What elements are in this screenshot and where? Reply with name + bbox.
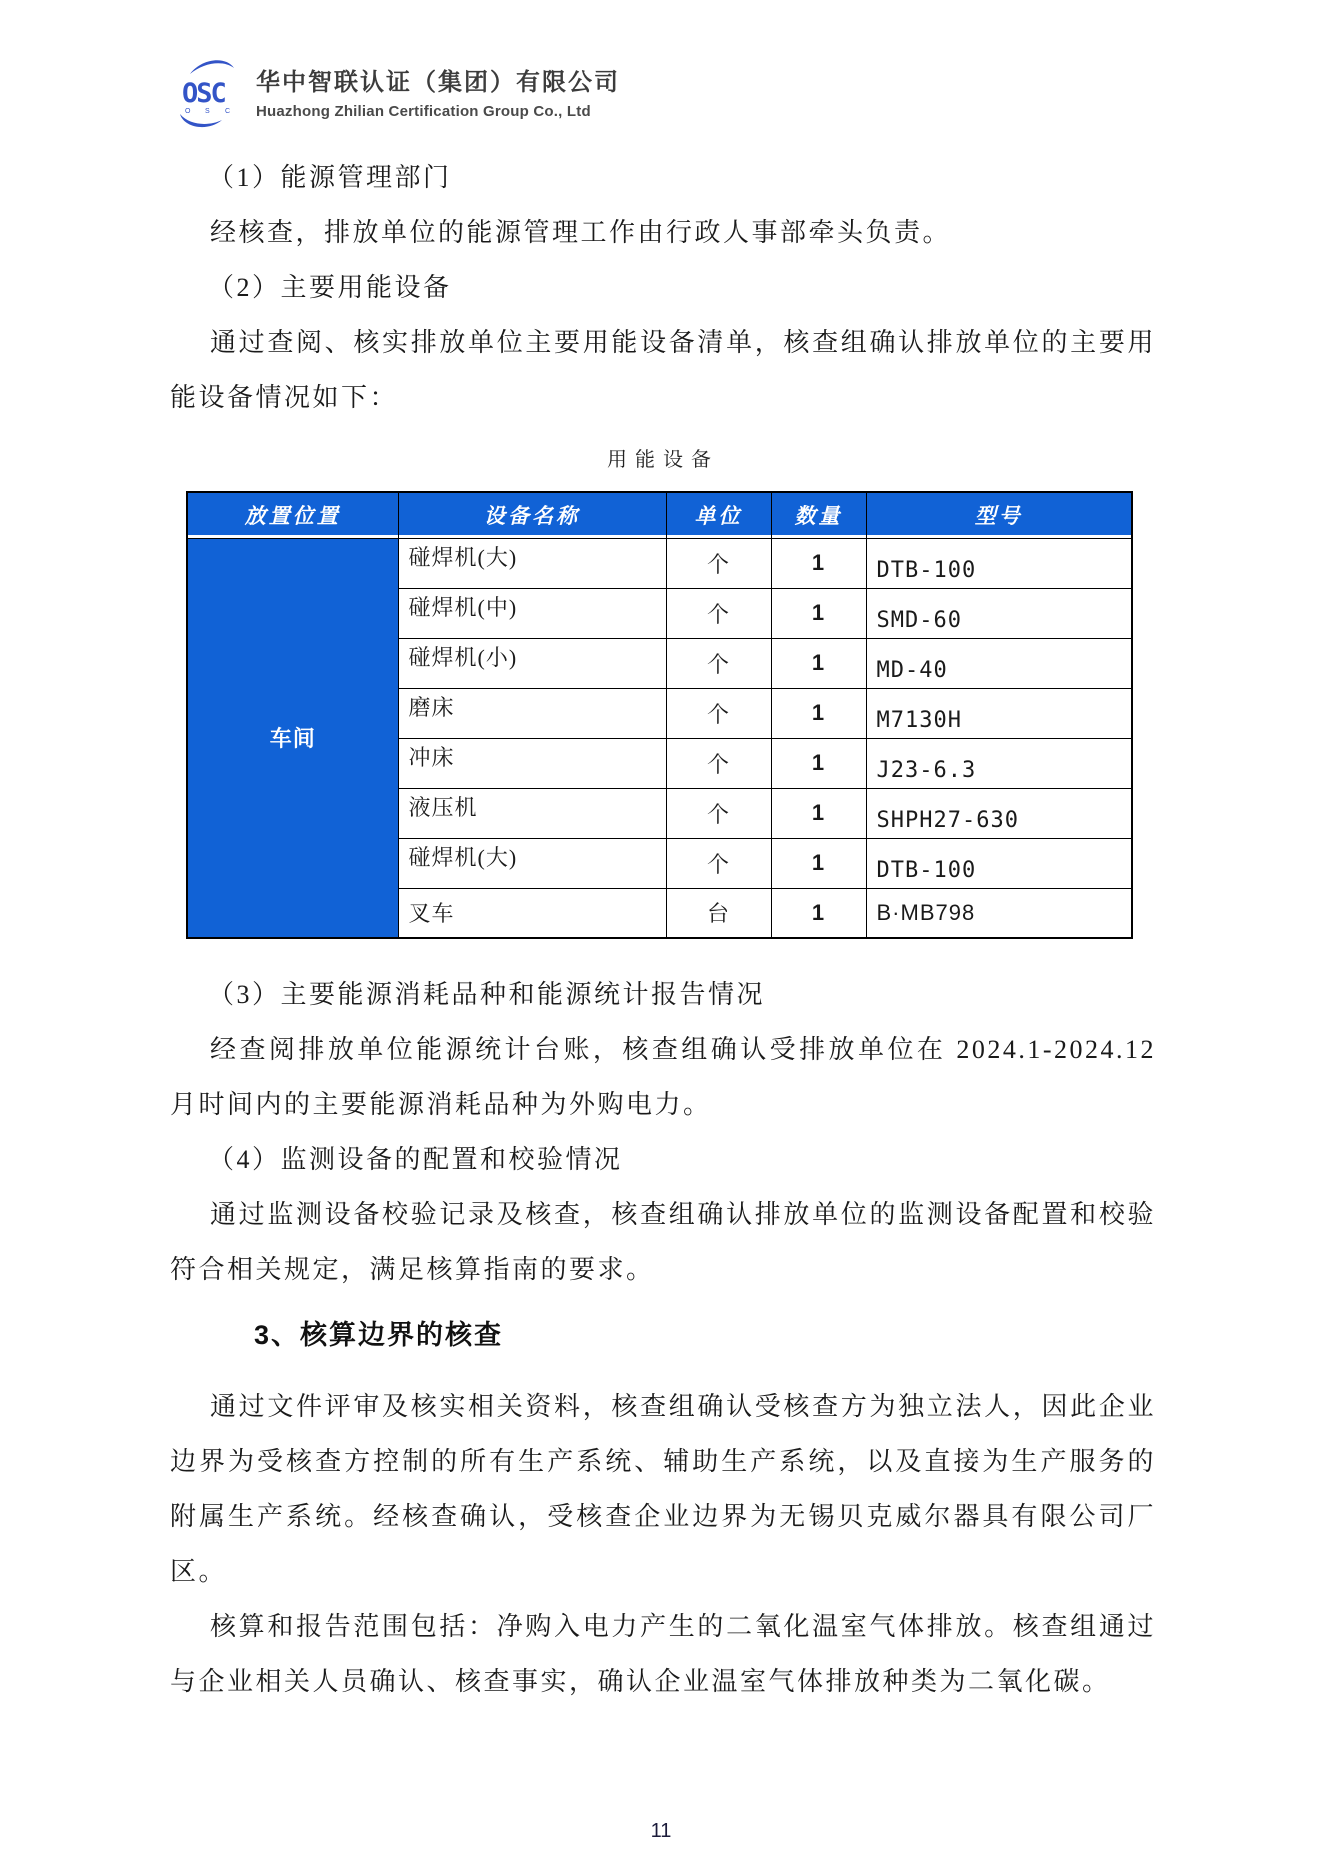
item-2-title: （2）主要用能设备 bbox=[208, 273, 452, 302]
device-unit: 个 bbox=[666, 788, 771, 838]
device-qty: 1 bbox=[771, 588, 866, 638]
item-1-text: 经核查，排放单位的能源管理工作由行政人事部牵头负责。 bbox=[210, 218, 952, 247]
device-unit: 个 bbox=[666, 588, 771, 638]
section-3-paragraph-1: 通过文件评审及核实相关资料，核查组确认受核查方为独立法人，因此企业边界为受核查方控制的所有生产系统、辅助生产系统，以及直接为生产服务的附属生产系统。经核查确认，受核查企业边界为无锡贝克威尔器具有限公司厂区。 bbox=[170, 1392, 1156, 1586]
device-qty: 1 bbox=[771, 738, 866, 788]
item-4-text: 通过监测设备校验记录及核查，核查组确认排放单位的监测设备配置和校验符合相关规定，满足核算指南的要求。 bbox=[170, 1200, 1156, 1284]
energy-equipment-table bbox=[186, 491, 1133, 939]
device-qty: 1 bbox=[771, 838, 866, 888]
col-header-unit: 单位 bbox=[666, 492, 771, 538]
svg-text:OSC: OSC bbox=[182, 78, 225, 109]
table-header-row bbox=[187, 492, 1132, 538]
device-qty: 1 bbox=[771, 688, 866, 738]
device-qty: 1 bbox=[771, 788, 866, 838]
table-row bbox=[187, 538, 1132, 588]
device-name: 叉车 bbox=[398, 888, 666, 938]
location-cell: 车间 bbox=[187, 538, 398, 938]
device-name: 碰焊机(小) bbox=[398, 638, 666, 688]
col-header-model: 型号 bbox=[866, 492, 1132, 538]
device-model: SHPH27-630 bbox=[866, 788, 1132, 838]
section-3-paragraph-2: 核算和报告范围包括：净购入电力产生的二氧化温室气体排放。核查组通过与企业相关人员确认、核查事实，确认企业温室气体排放种类为二氧化碳。 bbox=[170, 1612, 1156, 1696]
device-name: 碰焊机(中) bbox=[398, 588, 666, 638]
device-unit: 个 bbox=[666, 688, 771, 738]
col-header-qty: 数量 bbox=[771, 492, 866, 538]
device-unit: 台 bbox=[666, 888, 771, 938]
device-name: 液压机 bbox=[398, 788, 666, 838]
letterhead bbox=[168, 52, 620, 130]
svg-text:C: C bbox=[225, 108, 231, 115]
svg-text:S: S bbox=[205, 108, 210, 115]
section-3-heading: 3、核算边界的核查 bbox=[254, 1320, 504, 1350]
item-2-text: 通过查阅、核实排放单位主要用能设备清单，核查组确认排放单位的主要用能设备情况如下： bbox=[170, 328, 1156, 412]
brand-text bbox=[256, 62, 620, 120]
device-unit: 个 bbox=[666, 538, 771, 588]
device-name: 碰焊机(大) bbox=[398, 538, 666, 588]
device-name: 碰焊机(大) bbox=[398, 838, 666, 888]
device-unit: 个 bbox=[666, 638, 771, 688]
device-model: DTB-100 bbox=[866, 538, 1132, 588]
item-3-text: 经查阅排放单位能源统计台账，核查组确认受排放单位在 2024.1-2024.12 月时间内的主要能源消耗品种为外购电力。 bbox=[170, 1035, 1156, 1119]
item-1-title: （1）能源管理部门 bbox=[208, 163, 452, 192]
item-4-title: （4）监测设备的配置和校验情况 bbox=[208, 1145, 623, 1174]
device-qty: 1 bbox=[771, 538, 866, 588]
device-model: M7130H bbox=[866, 688, 1132, 738]
item-3-title: （3）主要能源消耗品种和能源统计报告情况 bbox=[208, 980, 766, 1009]
page-number: 11 bbox=[650, 1820, 672, 1842]
company-name-en: Huazhong Zhilian Certification Group Co., Ltd bbox=[256, 103, 591, 120]
device-qty: 1 bbox=[771, 638, 866, 688]
device-model: DTB-100 bbox=[866, 838, 1132, 888]
device-model: MD-40 bbox=[866, 638, 1132, 688]
col-header-location: 放置位置 bbox=[187, 492, 398, 538]
company-logo-icon bbox=[168, 52, 246, 130]
osc-logo-graphic bbox=[168, 52, 246, 130]
device-model: J23-6.3 bbox=[866, 738, 1132, 788]
document-body bbox=[170, 150, 1156, 1709]
table-title: 用能设备 bbox=[607, 449, 719, 471]
device-model: B·MB798 bbox=[866, 888, 1132, 938]
spacer bbox=[170, 939, 1156, 967]
device-qty: 1 bbox=[771, 888, 866, 938]
company-name-cn: 华中智联认证（集团）有限公司 bbox=[256, 69, 620, 96]
device-name: 冲床 bbox=[398, 738, 666, 788]
svg-text:O: O bbox=[185, 108, 191, 115]
device-model: SMD-60 bbox=[866, 588, 1132, 638]
device-name: 磨床 bbox=[398, 688, 666, 738]
device-unit: 个 bbox=[666, 838, 771, 888]
col-header-name: 设备名称 bbox=[398, 492, 666, 538]
device-unit: 个 bbox=[666, 738, 771, 788]
